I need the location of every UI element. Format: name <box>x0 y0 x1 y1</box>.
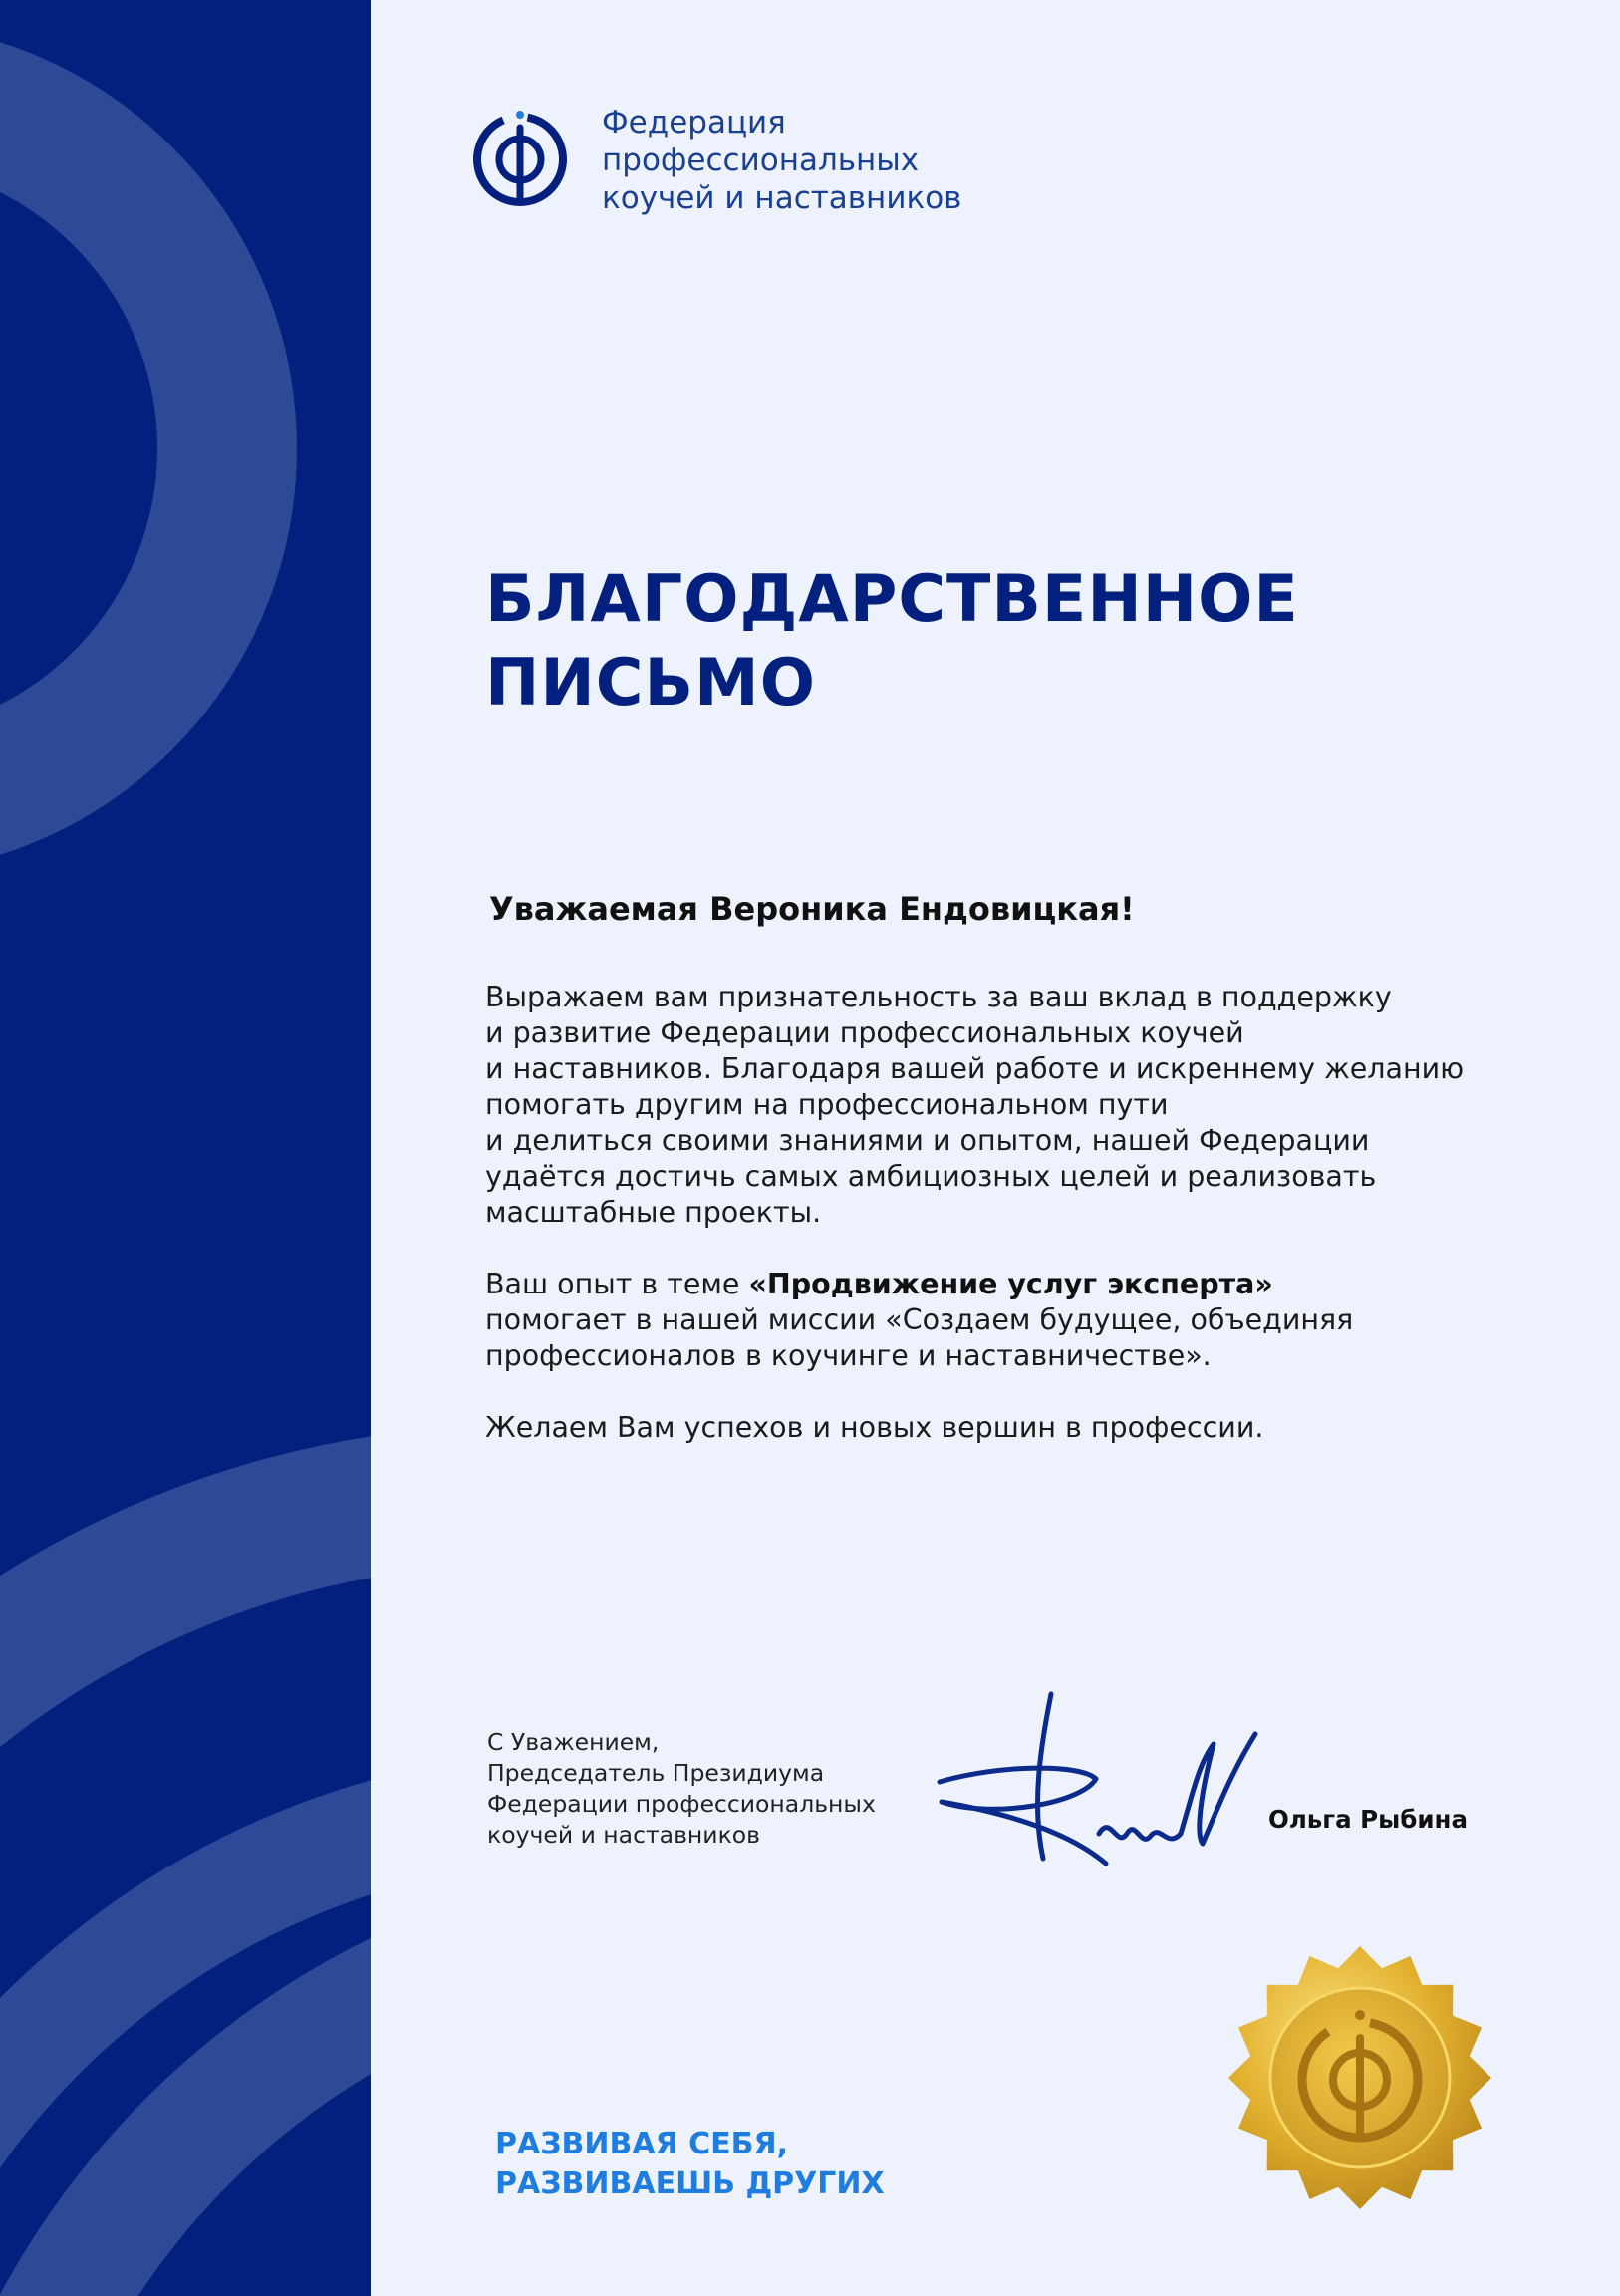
salutation: Уважаемая Вероника Ендовицкая! <box>489 890 1135 928</box>
document-title-line: ПИСЬМО <box>485 646 816 720</box>
signoff-line: Председатель Президиума <box>487 1759 825 1787</box>
signer-name: Ольга Рыбина <box>1268 1805 1468 1834</box>
text-line: Выражаем вам признательность за ваш вклад в поддержку <box>485 981 1392 1013</box>
text-line <box>485 1267 1511 1302</box>
text-line: профессионалов в коучинге и наставничестве». <box>485 1339 1212 1372</box>
motto <box>495 2125 885 2204</box>
decorative-sidebar <box>0 0 371 2296</box>
motto-line: РАЗВИВАЯ СЕБЯ, <box>495 2127 788 2161</box>
paragraph-wishes <box>485 1410 1511 1446</box>
text-line: удаётся достичь самых амбициозных целей и реализовать <box>485 1160 1377 1193</box>
text-line: и наставников. Благодаря вашей работе и искреннему желанию <box>485 1052 1465 1085</box>
document-title <box>485 558 1299 725</box>
paragraph-gratitude <box>485 980 1511 1231</box>
text-line: помогает в нашей миссии «Создаем будущее, объединяя <box>485 1303 1354 1336</box>
gold-seal-icon <box>1225 1943 1494 2212</box>
text-line: Желаем Вам успехов и новых вершин в профессии. <box>485 1411 1264 1444</box>
signoff-line: Федерации профессиональных <box>487 1790 876 1818</box>
document-title-line: БЛАГОДАРСТВЕННОЕ <box>485 562 1299 637</box>
decorative-arcs <box>0 0 371 2296</box>
organization-name-line: профессиональных <box>602 143 920 178</box>
text-line: помогать другим на профессиональном пути <box>485 1088 1169 1121</box>
letter-body <box>485 980 1511 1482</box>
topic-lead: Ваш опыт в теме <box>485 1268 749 1300</box>
organization-name <box>602 104 1120 217</box>
handwritten-signature <box>932 1684 1270 1883</box>
organization-name-line: Федерация <box>602 105 786 141</box>
text-line: и делиться своими знаниями и опытом, нашей Федерации <box>485 1124 1370 1157</box>
federation-logo-icon <box>468 110 578 219</box>
motto-line: РАЗВИВАЕШЬ ДРУГИХ <box>495 2166 885 2201</box>
organization-name-line: коучей и наставников <box>602 180 962 216</box>
signoff-line: коучей и наставников <box>487 1821 760 1849</box>
text-line: и развитие Федерации профессиональных коучей <box>485 1016 1244 1049</box>
topic-name: «Продвижение услуг эксперта» <box>748 1268 1273 1300</box>
signoff-line: С Уважением, <box>487 1728 660 1756</box>
paragraph-topic <box>485 1267 1511 1374</box>
text-line: масштабные проекты. <box>485 1196 822 1229</box>
signoff-block <box>487 1727 876 1851</box>
